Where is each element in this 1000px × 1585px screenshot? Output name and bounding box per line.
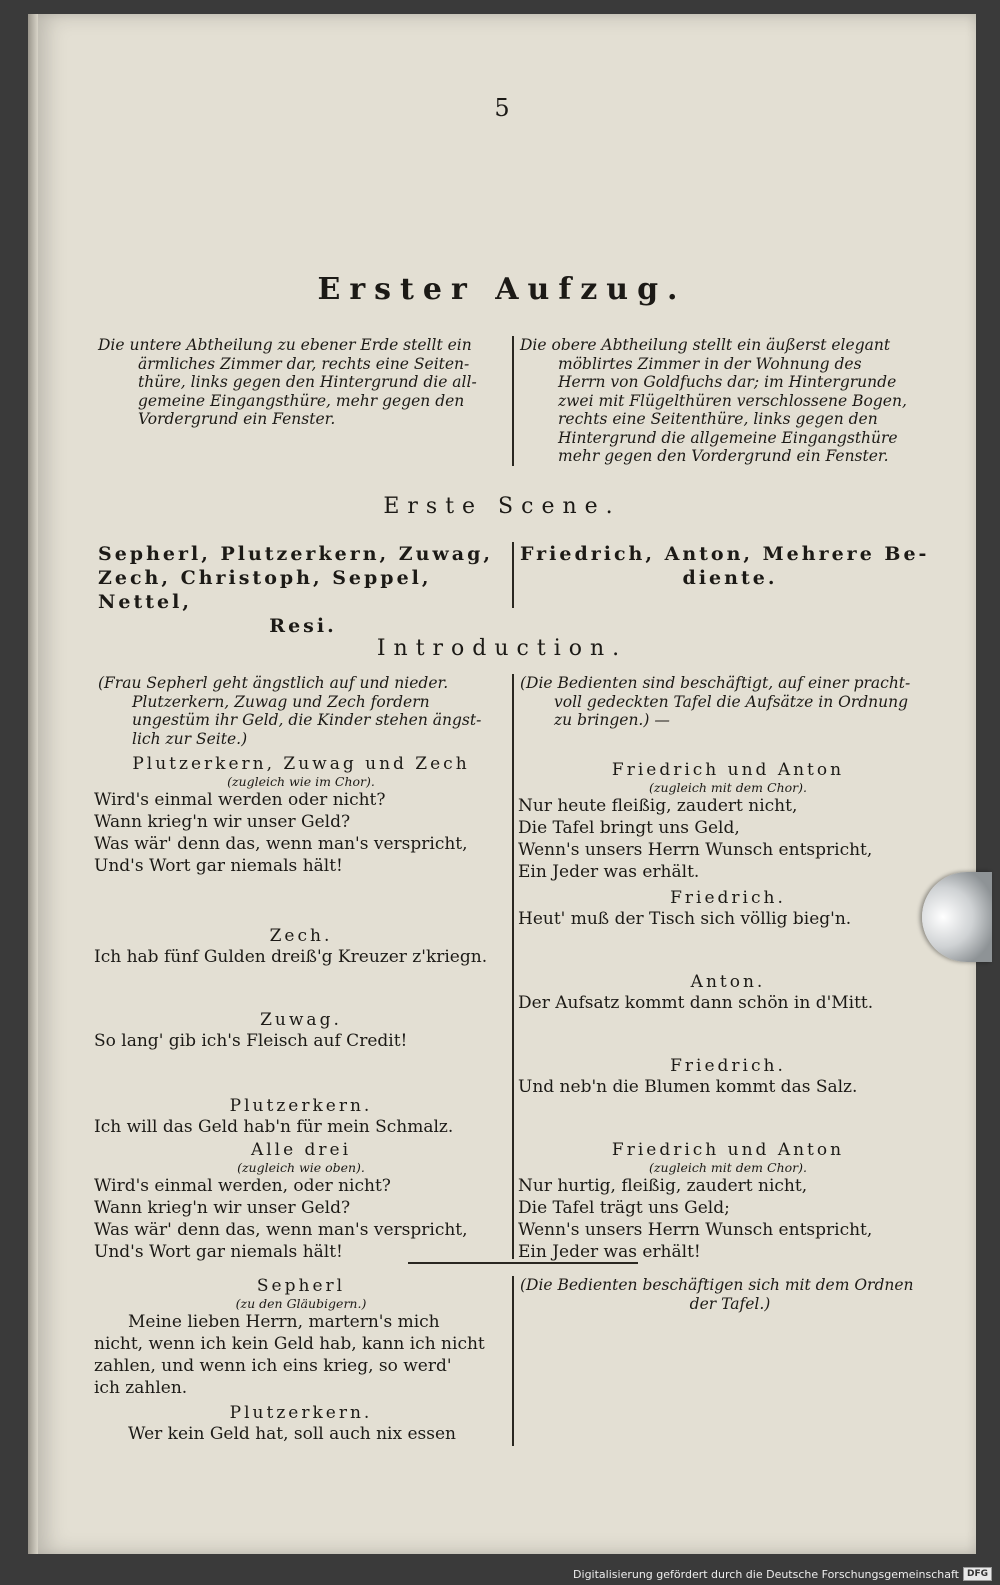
setting-left-line: thüre, links gegen den Hintergrund die all- [138, 373, 477, 391]
setting-right-line: Herrn von Goldfuchs dar; im Hintergrunde [558, 373, 897, 391]
speaker-name: Zech. [269, 926, 333, 946]
footer-text: Digitalisierung gefördert durch die Deutsche Forschungsgemeinschaft [573, 1567, 959, 1581]
verse-line: Nur heute fleißig, zaudert nicht, [518, 796, 798, 816]
stage-direction-left [98, 674, 508, 748]
left-block-2 [94, 926, 508, 968]
left-block-4 [94, 1096, 508, 1138]
verse-line: Und neb'n die Blumen kommt das Salz. [518, 1077, 858, 1097]
setting-left-line: ärmliches Zimmer dar, rechts eine Seiten- [138, 354, 470, 373]
stage-left-line: (Frau Sepherl geht ängstlich auf und nieder. [98, 674, 449, 692]
speaker-name: Plutzerkern. [229, 1096, 373, 1116]
dfg-logo-icon: DFG [963, 1567, 992, 1581]
right-block-1 [518, 760, 938, 883]
verse-line: Ein Jeder was erhält. [518, 862, 700, 882]
prose-line: ich zahlen. [94, 1378, 188, 1398]
verse-line: Heut' muß der Tisch sich völlig bieg'n. [518, 909, 852, 929]
column-divider [512, 336, 514, 466]
right-block-2 [518, 888, 938, 930]
book-page [28, 14, 976, 1554]
speaker-name: Friedrich und Anton [611, 1140, 845, 1160]
verse-line: Wird's einmal werden oder nicht? [94, 790, 386, 810]
setting-left-line: gemeine Eingangsthüre, mehr gegen den [138, 391, 465, 410]
verse-line: Die Tafel bringt uns Geld, [518, 818, 740, 838]
speaker-name: Friedrich. [670, 1056, 786, 1076]
verse-line: Ein Jeder was erhält! [518, 1242, 701, 1262]
setting-right [520, 336, 940, 466]
bottom-right-direction [520, 1276, 940, 1313]
verse-line: So lang' gib ich's Fleisch auf Credit! [94, 1031, 408, 1051]
verse-line: Und's Wort gar niemals hält! [94, 1242, 343, 1262]
verse-line: Der Aufsatz kommt dann schön in d'Mitt. [518, 993, 874, 1013]
speaker-name: Sepherl [256, 1276, 346, 1296]
speaker-name: Anton. [690, 972, 766, 992]
column-divider [512, 1276, 514, 1446]
setting-left-line: Die untere Abtheilung zu ebener Erde stellt ein [98, 336, 472, 354]
column-divider [512, 542, 514, 608]
stage-right-line: der Tafel.) [689, 1294, 771, 1313]
cast-left-line: Zech, Christoph, Seppel, Nettel, [98, 567, 432, 613]
page-number: 5 [494, 94, 510, 122]
introduction-title: Introduction. [376, 636, 628, 661]
verse-line: Wenn's unsers Herrn Wunsch entspricht, [518, 1220, 873, 1240]
stage-direction-right [520, 674, 940, 730]
setting-left-line: Vordergrund ein Fenster. [138, 410, 336, 428]
stage-left-line: lich zur Seite.) [132, 729, 248, 748]
cast-left-line: Resi. [269, 615, 337, 637]
verse-line: Ich hab fünf Gulden dreiß'g Kreuzer z'kriegn. [94, 947, 488, 967]
speaker-name: Zuwag. [260, 1010, 342, 1030]
page-spine-shadow [28, 14, 38, 1554]
stage-note: (zugleich mit dem Chor). [649, 780, 807, 795]
stage-right-line: zu bringen.) — [554, 711, 670, 729]
bottom-left-block [94, 1276, 508, 1445]
cast-left [98, 542, 508, 638]
stage-note: (zugleich wie oben). [237, 1160, 365, 1175]
speaker-name: Plutzerkern. [229, 1403, 373, 1423]
section-rule [408, 1262, 638, 1264]
left-block-3 [94, 1010, 508, 1052]
stage-left-line: ungestüm ihr Geld, die Kinder stehen ängst- [132, 711, 482, 729]
setting-right-line: rechts eine Seitenthüre, links gegen den [558, 410, 878, 428]
right-block-5 [518, 1140, 938, 1263]
stage-note: (zugleich mit dem Chor). [649, 1160, 807, 1175]
speaker-name: Friedrich. [670, 888, 786, 908]
verse-line: Wann krieg'n wir unser Geld? [94, 1198, 351, 1218]
prose-line: Wer kein Geld hat, soll auch nix essen [128, 1424, 457, 1444]
setting-right-line: mehr gegen den Vordergrund ein Fenster. [558, 447, 889, 465]
stage-right-line: (Die Bedienten beschäftigen sich mit dem Ordnen [520, 1276, 914, 1294]
setting-left [98, 336, 508, 429]
verse-line: Nur hurtig, fleißig, zaudert nicht, [518, 1176, 808, 1196]
speaker-name: Plutzerkern, Zuwag und Zech [132, 754, 470, 774]
left-block-5 [94, 1140, 508, 1263]
setting-right-line: Hintergrund die allgemeine Eingangsthüre [558, 428, 898, 447]
stage-right-line: voll gedeckten Tafel die Aufsätze in Ordnung [554, 692, 909, 711]
setting-right-line: zwei mit Flügelthüren verschlossene Bogen, [558, 391, 907, 410]
verse-line: Was wär' denn das, wenn man's verspricht, [94, 1220, 468, 1240]
verse-line: Wird's einmal werden, oder nicht? [94, 1176, 391, 1196]
scene-title: Erste Scene. [383, 494, 621, 519]
verse-line: Ich will das Geld hab'n für mein Schmalz. [94, 1117, 454, 1137]
cast-left-line: Sepherl, Plutzerkern, Zuwag, [98, 543, 493, 565]
cast-right-line: Friedrich, Anton, Mehrere Be- [520, 543, 930, 565]
act-title: Erster Aufzug. [317, 272, 687, 307]
setting-right-line: möblirtes Zimmer in der Wohnung des [558, 354, 862, 373]
cast-right [520, 542, 940, 590]
footer-credit [573, 1567, 992, 1581]
prose-line: zahlen, und wenn ich eins krieg, so werd' [94, 1356, 452, 1376]
prose-line: nicht, wenn ich kein Geld hab, kann ich nicht [94, 1334, 485, 1354]
right-block-4 [518, 1056, 938, 1098]
stage-note: (zugleich wie im Chor). [227, 774, 375, 789]
stage-note: (zu den Gläubigern.) [235, 1296, 367, 1311]
speaker-name: Alle drei [250, 1140, 352, 1160]
column-divider [512, 674, 514, 1259]
setting-right-line: Die obere Abtheilung stellt ein äußerst elegant [520, 336, 891, 354]
stage-right-line: (Die Bedienten sind beschäftigt, auf einer pracht- [520, 674, 911, 692]
prose-line: Meine lieben Herrn, martern's mich [128, 1312, 440, 1332]
speaker-name: Friedrich und Anton [611, 760, 845, 780]
verse-line: Wenn's unsers Herrn Wunsch entspricht, [518, 840, 873, 860]
verse-line: Wann krieg'n wir unser Geld? [94, 812, 351, 832]
verse-line: Und's Wort gar niemals hält! [94, 856, 343, 876]
right-block-3 [518, 972, 938, 1014]
left-block-1 [94, 754, 508, 877]
cast-right-line: diente. [682, 567, 778, 589]
verse-line: Die Tafel trägt uns Geld; [518, 1198, 730, 1218]
stage-left-line: Plutzerkern, Zuwag und Zech fordern [132, 692, 430, 711]
verse-line: Was wär' denn das, wenn man's verspricht, [94, 834, 468, 854]
